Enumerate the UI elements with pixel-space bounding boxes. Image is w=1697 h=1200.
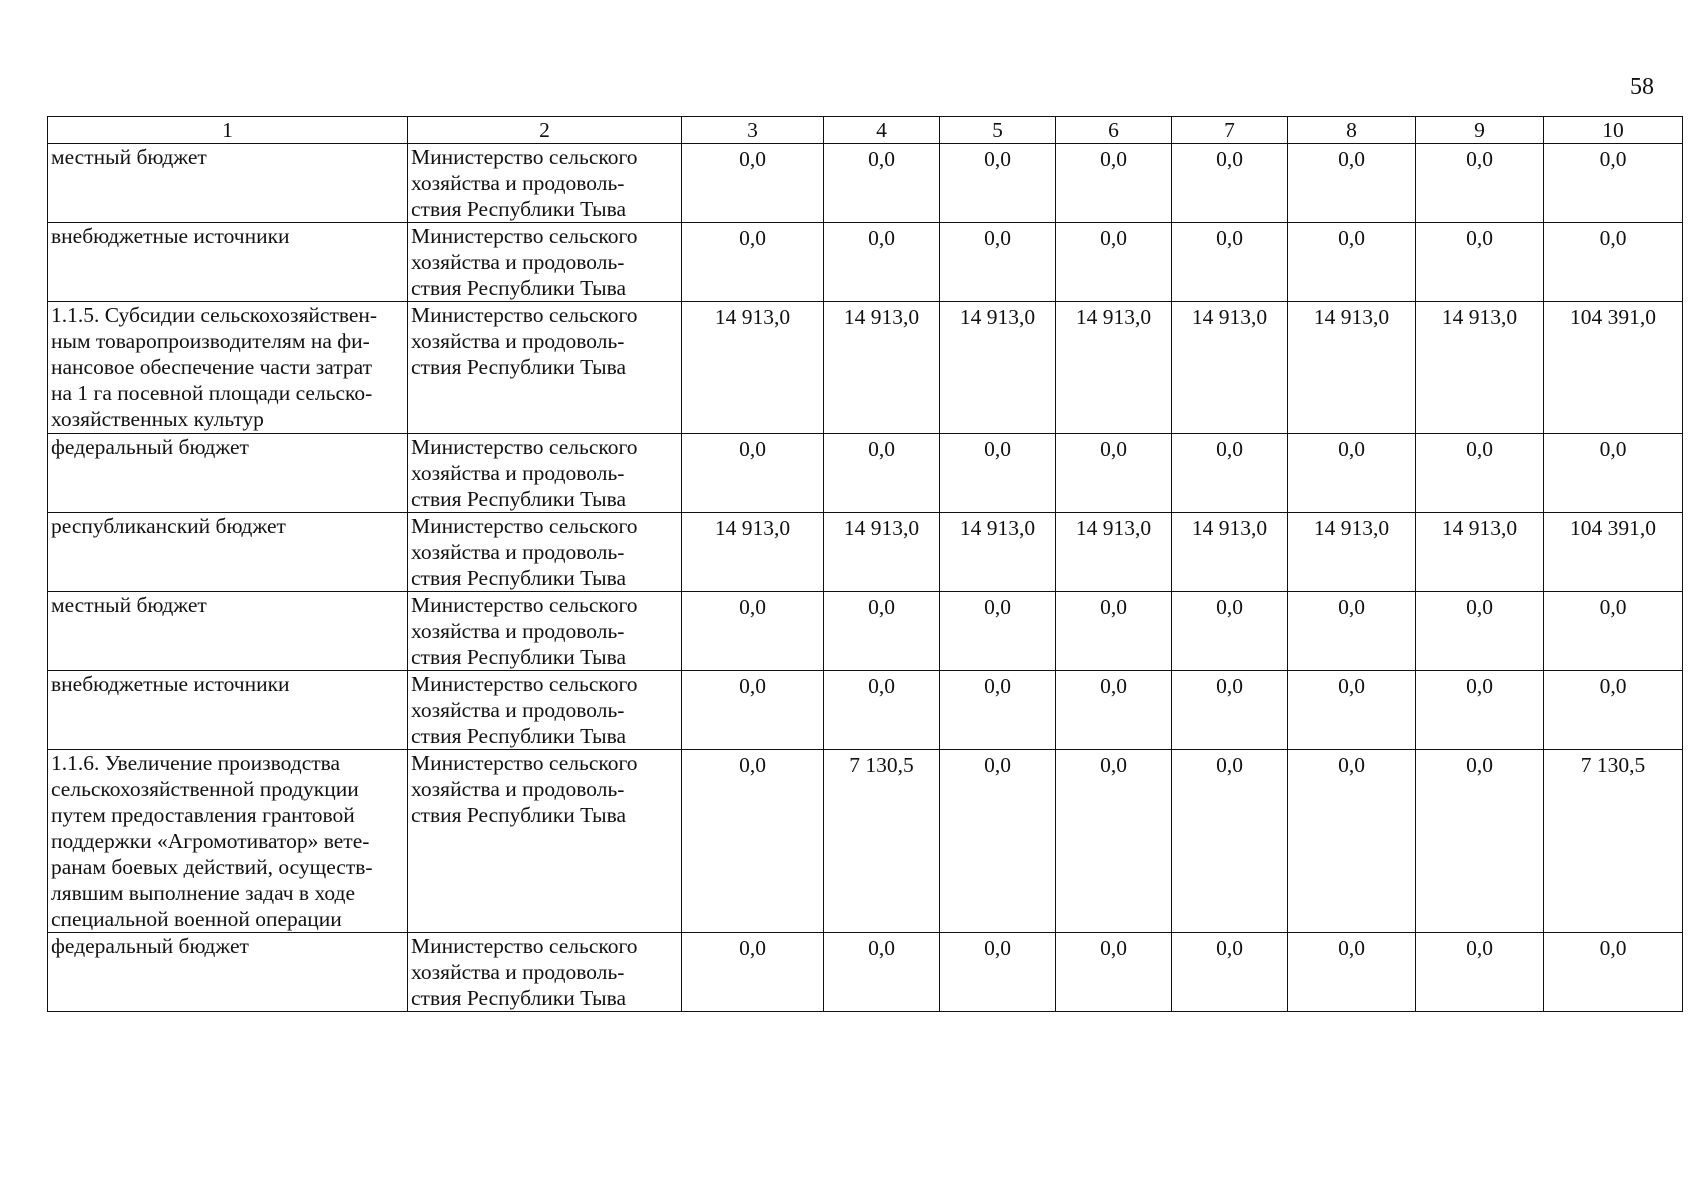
executor-cell: Министерство сельского хозяйства и продоволь- ствия Республики Тыва <box>408 750 682 933</box>
value-cell: 14 913,0 <box>1056 513 1172 592</box>
row-name-cell: 1.1.6. Увеличение производства сельскохозяйственной продукции путем предоставления грантовой поддержки «Агромотиватор» вете- ранам боевых действий, осуществ- лявшим выполнение задач в ходе специальной военной операции <box>48 750 408 933</box>
executor-cell: Министерство сельского хозяйства и продоволь- ствия Республики Тыва <box>408 671 682 750</box>
value-cell: 0,0 <box>940 434 1056 513</box>
value-cell: 0,0 <box>1544 434 1683 513</box>
value-cell: 0,0 <box>1416 671 1544 750</box>
value-cell: 0,0 <box>940 592 1056 671</box>
value-cell: 0,0 <box>1056 144 1172 223</box>
value-cell: 0,0 <box>1416 750 1544 933</box>
value-cell: 0,0 <box>682 223 824 302</box>
value-cell: 0,0 <box>1544 144 1683 223</box>
column-header: 1 <box>48 117 408 144</box>
value-cell: 0,0 <box>1416 434 1544 513</box>
table-row <box>48 302 1683 434</box>
value-cell: 104 391,0 <box>1544 302 1683 434</box>
column-header: 6 <box>1056 117 1172 144</box>
value-cell: 0,0 <box>1172 434 1288 513</box>
value-cell: 0,0 <box>1416 592 1544 671</box>
table-header <box>48 117 1683 144</box>
row-name-cell: республиканский бюджет <box>48 513 408 592</box>
executor-cell: Министерство сельского хозяйства и продоволь- ствия Республики Тыва <box>408 144 682 223</box>
column-header: 2 <box>408 117 682 144</box>
value-cell: 0,0 <box>1172 750 1288 933</box>
executor-cell: Министерство сельского хозяйства и продоволь- ствия Республики Тыва <box>408 302 682 434</box>
value-cell: 0,0 <box>682 144 824 223</box>
column-header: 7 <box>1172 117 1288 144</box>
column-header: 9 <box>1416 117 1544 144</box>
value-cell: 0,0 <box>1416 223 1544 302</box>
row-name-cell: внебюджетные источники <box>48 671 408 750</box>
header-row <box>48 117 1683 144</box>
value-cell: 14 913,0 <box>1056 302 1172 434</box>
value-cell: 0,0 <box>1172 223 1288 302</box>
value-cell: 0,0 <box>940 144 1056 223</box>
value-cell: 0,0 <box>824 223 940 302</box>
value-cell: 0,0 <box>1288 434 1416 513</box>
value-cell: 14 913,0 <box>940 513 1056 592</box>
value-cell: 14 913,0 <box>1416 302 1544 434</box>
value-cell: 104 391,0 <box>1544 513 1683 592</box>
table-row <box>48 513 1683 592</box>
value-cell: 14 913,0 <box>1172 513 1288 592</box>
column-header: 3 <box>682 117 824 144</box>
value-cell: 0,0 <box>1056 223 1172 302</box>
value-cell: 0,0 <box>940 933 1056 1012</box>
executor-cell: Министерство сельского хозяйства и продоволь- ствия Республики Тыва <box>408 434 682 513</box>
value-cell: 14 913,0 <box>1172 302 1288 434</box>
page-number: 58 <box>1630 74 1654 100</box>
value-cell: 0,0 <box>824 671 940 750</box>
value-cell: 14 913,0 <box>940 302 1056 434</box>
column-header: 8 <box>1288 117 1416 144</box>
value-cell: 0,0 <box>1544 671 1683 750</box>
executor-cell: Министерство сельского хозяйства и продоволь- ствия Республики Тыва <box>408 592 682 671</box>
executor-cell: Министерство сельского хозяйства и продоволь- ствия Республики Тыва <box>408 933 682 1012</box>
value-cell: 0,0 <box>824 933 940 1012</box>
value-cell: 14 913,0 <box>1288 513 1416 592</box>
value-cell: 0,0 <box>1416 144 1544 223</box>
value-cell: 0,0 <box>1288 933 1416 1012</box>
value-cell: 0,0 <box>1056 592 1172 671</box>
table-row <box>48 671 1683 750</box>
value-cell: 0,0 <box>1288 144 1416 223</box>
value-cell: 0,0 <box>1416 933 1544 1012</box>
column-header: 5 <box>940 117 1056 144</box>
value-cell: 0,0 <box>682 671 824 750</box>
value-cell: 0,0 <box>1172 144 1288 223</box>
value-cell: 14 913,0 <box>682 302 824 434</box>
row-name-cell: федеральный бюджет <box>48 933 408 1012</box>
table-row <box>48 144 1683 223</box>
value-cell: 0,0 <box>682 933 824 1012</box>
table-row <box>48 434 1683 513</box>
table-body <box>48 144 1683 1012</box>
value-cell: 14 913,0 <box>1288 302 1416 434</box>
value-cell: 0,0 <box>1288 750 1416 933</box>
value-cell: 0,0 <box>940 223 1056 302</box>
value-cell: 14 913,0 <box>824 302 940 434</box>
value-cell: 0,0 <box>1288 592 1416 671</box>
value-cell: 0,0 <box>824 144 940 223</box>
value-cell: 0,0 <box>824 434 940 513</box>
value-cell: 0,0 <box>1172 592 1288 671</box>
table-row <box>48 933 1683 1012</box>
row-name-cell: федеральный бюджет <box>48 434 408 513</box>
value-cell: 14 913,0 <box>824 513 940 592</box>
value-cell: 0,0 <box>824 592 940 671</box>
value-cell: 0,0 <box>1288 671 1416 750</box>
executor-cell: Министерство сельского хозяйства и продоволь- ствия Республики Тыва <box>408 513 682 592</box>
row-name-cell: 1.1.5. Субсидии сельскохозяйствен- ным товаропроизводителям на фи- нансовое обеспечение части затрат на 1 га посевной площади сельско- хозяйственных культур <box>48 302 408 434</box>
value-cell: 0,0 <box>1544 223 1683 302</box>
row-name-cell: внебюджетные источники <box>48 223 408 302</box>
row-name-cell: местный бюджет <box>48 592 408 671</box>
value-cell: 0,0 <box>1056 671 1172 750</box>
value-cell: 0,0 <box>682 592 824 671</box>
table-row <box>48 592 1683 671</box>
table-row <box>48 750 1683 933</box>
value-cell: 14 913,0 <box>1416 513 1544 592</box>
value-cell: 0,0 <box>1172 671 1288 750</box>
value-cell: 14 913,0 <box>682 513 824 592</box>
value-cell: 0,0 <box>1056 933 1172 1012</box>
budget-table <box>47 116 1683 1012</box>
column-header: 4 <box>824 117 940 144</box>
value-cell: 0,0 <box>682 434 824 513</box>
value-cell: 7 130,5 <box>824 750 940 933</box>
executor-cell: Министерство сельского хозяйства и продоволь- ствия Республики Тыва <box>408 223 682 302</box>
value-cell: 0,0 <box>1056 434 1172 513</box>
value-cell: 7 130,5 <box>1544 750 1683 933</box>
table-row <box>48 223 1683 302</box>
value-cell: 0,0 <box>1544 592 1683 671</box>
value-cell: 0,0 <box>940 750 1056 933</box>
value-cell: 0,0 <box>1056 750 1172 933</box>
value-cell: 0,0 <box>1288 223 1416 302</box>
row-name-cell: местный бюджет <box>48 144 408 223</box>
value-cell: 0,0 <box>682 750 824 933</box>
value-cell: 0,0 <box>1544 933 1683 1012</box>
value-cell: 0,0 <box>1172 933 1288 1012</box>
value-cell: 0,0 <box>940 671 1056 750</box>
column-header: 10 <box>1544 117 1683 144</box>
